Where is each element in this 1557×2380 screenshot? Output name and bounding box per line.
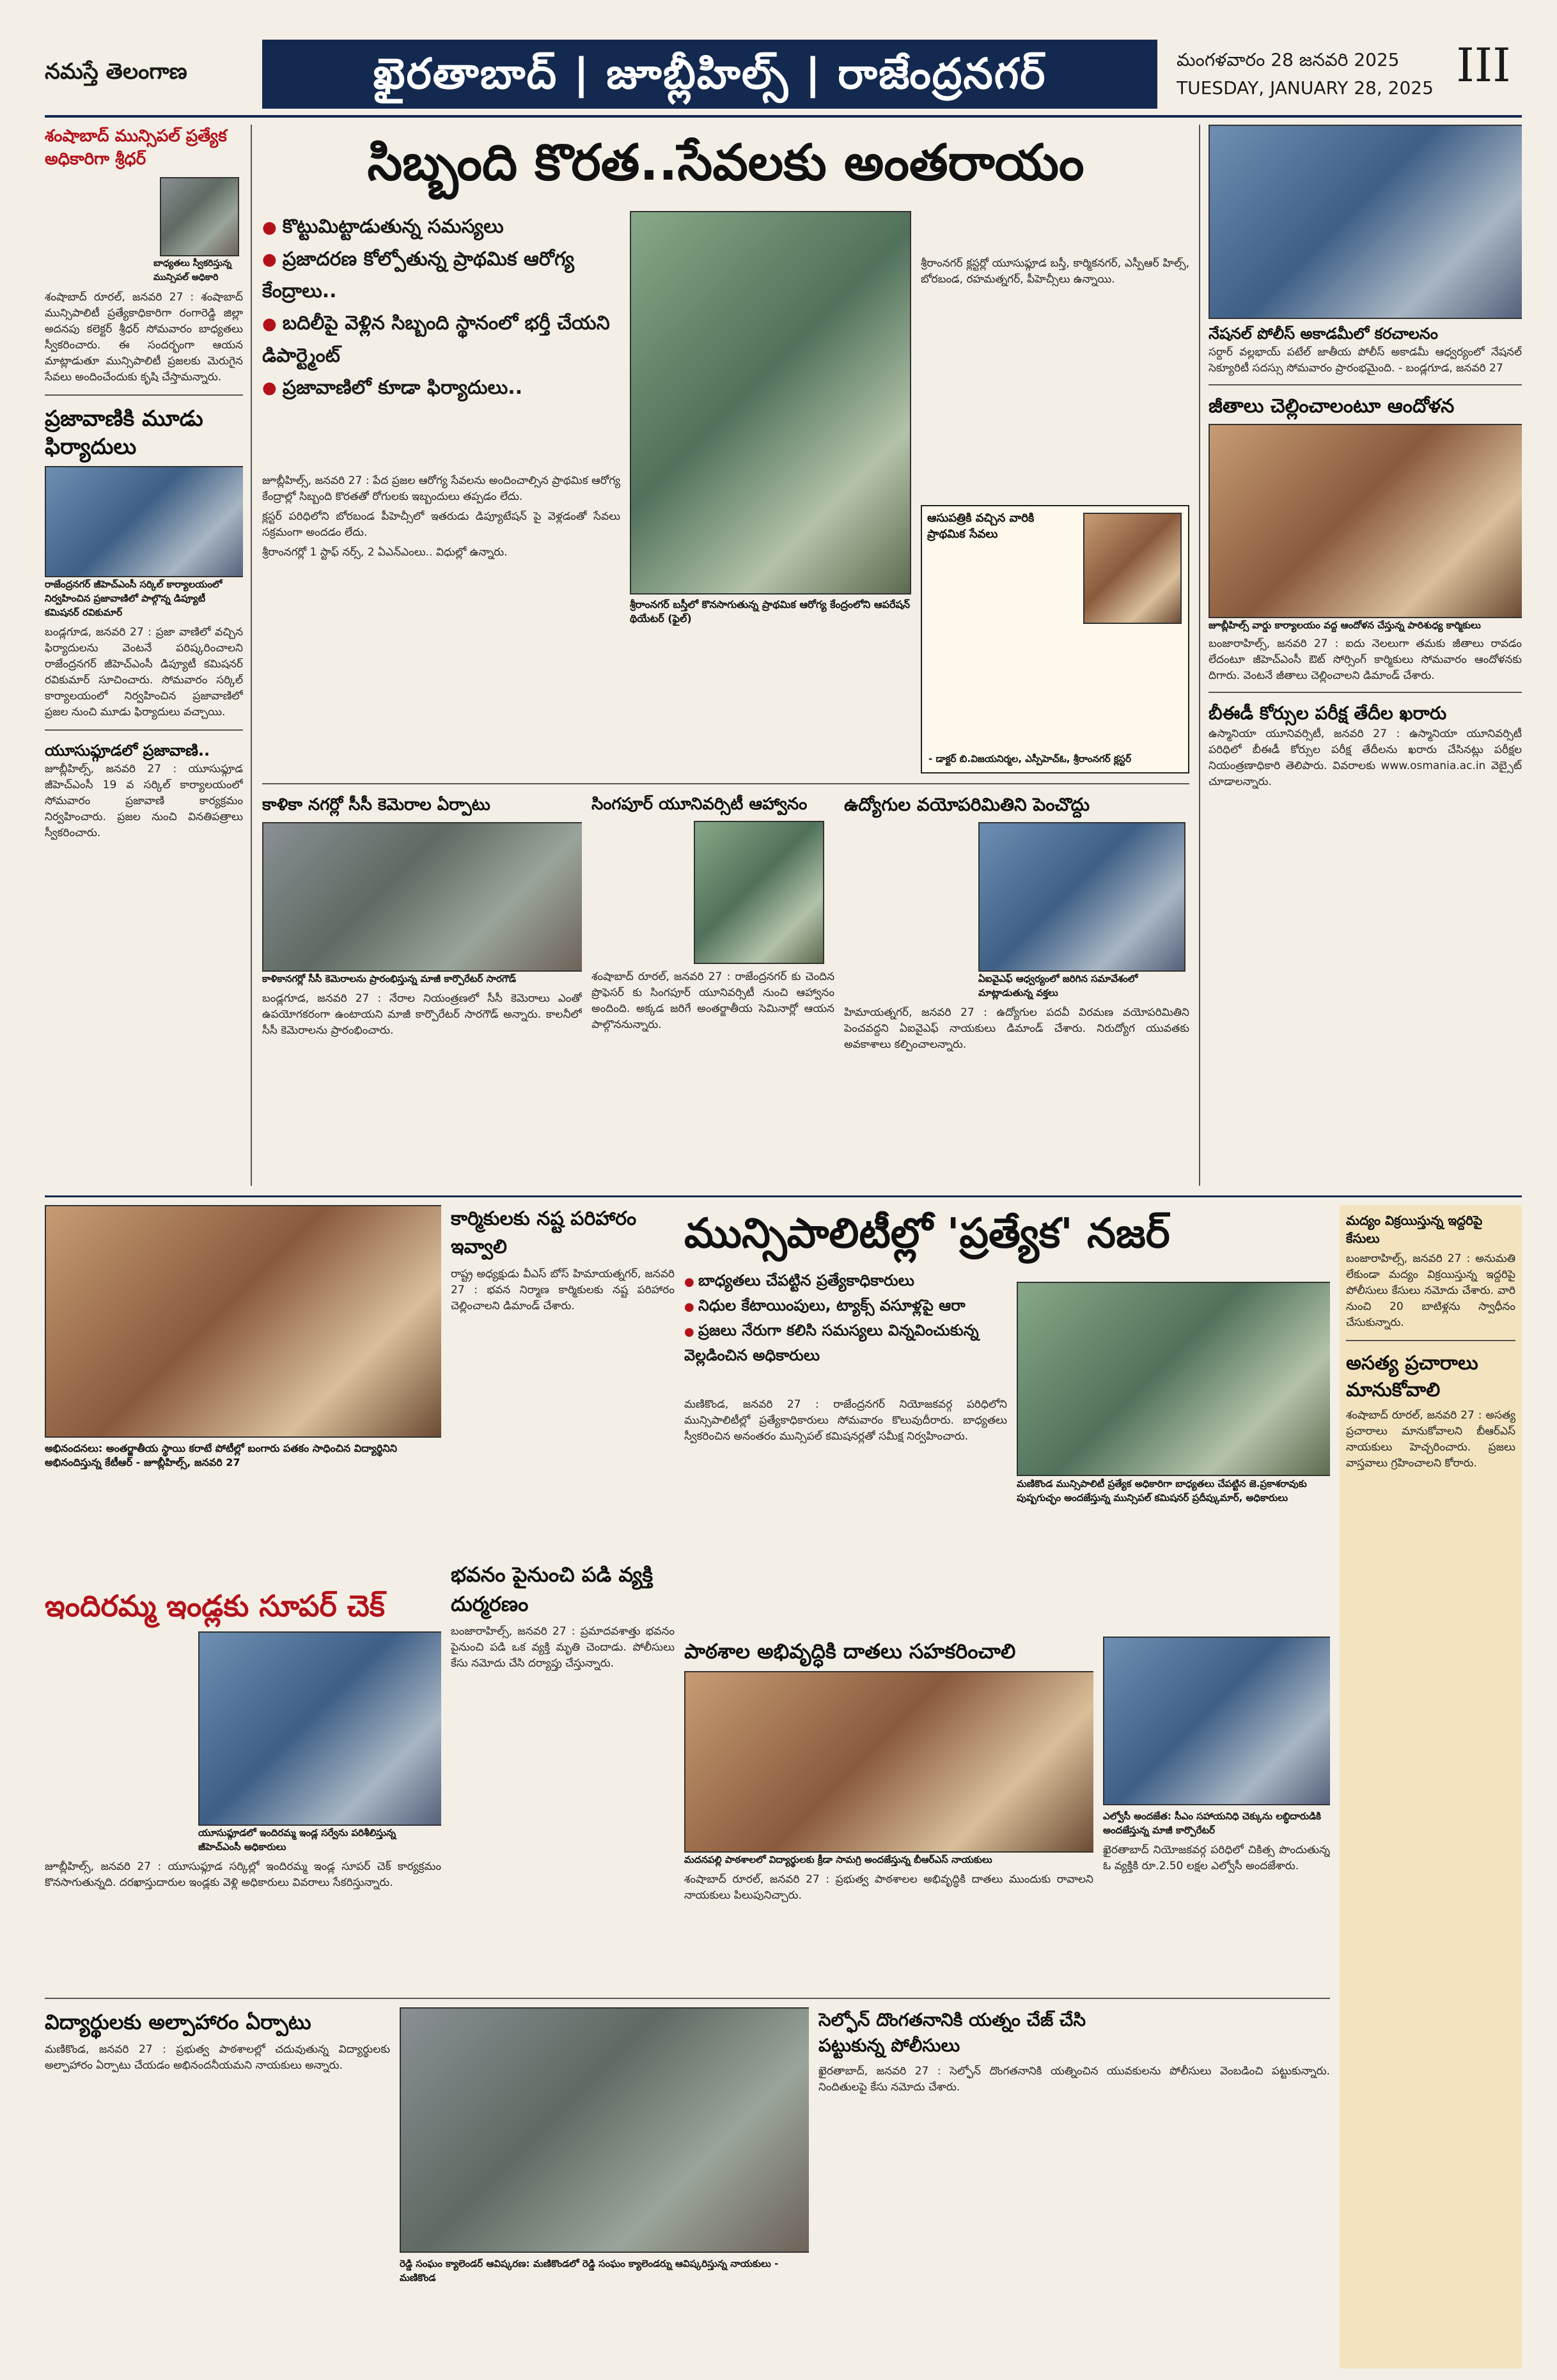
- issue-date: [1177, 46, 1471, 110]
- story-bed-body: ఉస్మానియా యూనివర్సిటీ, జనవరి 27 : ఉస్మానియా యూనివర్సిటీ పరిధిలో బీఈడీ కోర్సుల పరీక్ష తేదీలను ఖరారు చేసినట్లు పరీక్షల నియంత్రణాధికారి తెలిపారు. వివరాలకు www.osmania.ac.in వెబ్సైట్ చూడాలన్నారు.: [1209, 727, 1522, 788]
- indiramma-body: జూబ్లీహిల్స్, జనవరి 27 : యూసుఫ్గూడ సర్కిల్లో ఇందిరమ్మ ఇండ్ల సూపర్ చెక్ కార్యక్రమం కొనసాగుతున్నది. దరఖాస్తుదారుల ఇండ్లకు వెళ్లి అధికారులు వివరాలు సేకరిస్తున్నారు.: [45, 1860, 441, 1889]
- municipality-body: మణికొండ, జనవరి 27 : రాజేంద్రనగర్ నియోజకవర్గ పరిధిలోని మున్సిపాలిటీల్లో ప్రత్యేకాధికారులు సోమవారం కొలువుదీరారు. బాధ్యతలు స్వీకరించిన అనంతరం మున్సిపల్ కమిషనర్లతో సమీక్ష నిర్వహించారు.: [684, 1398, 1007, 1443]
- lead-paragraph: క్లస్టర్ పరిధిలోని బోరబండ పీహెచ్సీలో ఇతరుడు డిప్యూటేషన్ పై వెళ్లడంతో సేవలు సక్రమంగా అందడం లేదు.: [262, 510, 620, 539]
- professor-photo: [694, 821, 824, 964]
- liquor-headline: మద్యం విక్రయిస్తున్న ఇద్దరిపై కేసులు: [1346, 1213, 1483, 1246]
- lead-photo: [630, 211, 911, 595]
- retirement-body: హిమాయత్నగర్, జనవరి 27 : ఉద్యోగుల పదవీ విరమణ వయోపరిమితిని పెంచవద్దని ఏఐవైఎఫ్ నాయకులు డిమాండ్ చేశారు. నిరుద్యోగ యువతకు అవకాశాలు కల్పించాలన్నారు.: [844, 1006, 1189, 1051]
- loc-photo: [1103, 1637, 1330, 1805]
- indiramma-photo: [198, 1631, 441, 1826]
- cctv-photo: [262, 822, 582, 972]
- aiyf-photo: [978, 822, 1185, 972]
- death-body: బంజారాహిల్స్, జనవరి 27 : ప్రమాదవశాత్తు భవనం పైనుంచి పడి ఒక వ్యక్తి మృతి చెందాడు. పోలీసులు కేసు నమోదు చేసి దర్యాప్తు చేస్తున్నారు.: [451, 1625, 675, 1670]
- salary-protest-photo: [1209, 424, 1522, 618]
- loc-body: ఖైరతాబాద్ నియోజకవర్గ పరిధిలో చికిత్స పొందుతున్న ఓ వ్యక్తికి రూ.2.50 లక్షల ఎల్వోసీ అందజేశారు.: [1103, 1844, 1330, 1872]
- story-yousufguda-body: జూబ్లీహిల్స్, జనవరి 27 : యూసుఫ్గూడ జీహెచ్ఎంసీ 19 వ సర్కిల్ కార్యాలయంలో సోమవారం ప్రజావాణి కార్యక్రమం నిర్వహించారు. ప్రజల నుంచి వినతిపత్రాలు స్వీకరించారు.: [45, 763, 243, 839]
- column-divider: [1199, 125, 1200, 1186]
- breakfast-story: [45, 2007, 390, 2365]
- calendar-story: [400, 2007, 809, 2365]
- salary-photo-caption: జూబ్లీహిల్స్ వార్డు కార్యాలయం వద్ద ఆందోళన చేస్తున్న పారిశుధ్య కార్మికులు: [1209, 619, 1481, 631]
- cctv-body: బండ్లగూడ, జనవరి 27 : నేరాల నియంత్రణలో సీసీ కెమెరాలు ఎంతో ఉపయోగకరంగా ఉంటాయని మాజీ కార్పొరేటర్ సారగౌడ్ అన్నారు. కాలనీలో సీసీ కెమెరాలను ప్రారంభించారు.: [262, 992, 582, 1037]
- municipality-photo: [1017, 1282, 1330, 1476]
- compensation-body: రాష్ట్ర అధ్యక్షుడు వీఎస్ బోస్ హిమాయత్నగర్, జనవరి 27 : భవన నిర్మాణ కార్మికులకు నష్ట పరిహారం చెల్లించాలని డిమాండ్ చేశారు.: [451, 1268, 675, 1312]
- singapore-headline: సింగపూర్ యూనివర్సిటీ ఆహ్వానం: [591, 795, 808, 814]
- officer-photo-caption: బాధ్యతలు స్వీకరిస్తున్న మున్సిపల్ అధికారి: [153, 258, 232, 283]
- school-body: శంషాబాద్ రూరల్, జనవరి 27 : ప్రభుత్వ పాఠశాలల అభివృద్ధికి దాతలు ముందుకు రావాలని నాయకులు పిలుపునిచ్చారు.: [684, 1873, 1093, 1902]
- false-propaganda-headline: అసత్య ప్రచారాలు మానుకోవాలి: [1346, 1352, 1478, 1401]
- death-headline: భవనం పైనుంచి పడి వ్యక్తి దుర్మరణం: [451, 1562, 653, 1616]
- phone-theft-body: ఖైరతాబాద్, జనవరి 27 : సెల్ఫోన్ దొంగతనానికి యత్నించిన యువకులను పోలీసులు వెంబడించి పట్టుకున్నారు. నిందితులపై కేసు నమోదు చేశారు.: [818, 2065, 1330, 2094]
- compensation-story: [451, 1205, 675, 1525]
- story-salary-headline: జీతాలు చెల్లించాలంటూ ఆందోళన: [1209, 395, 1455, 417]
- divider: [262, 783, 1189, 784]
- story-bed-headline: బీఈడీ కోర్సుల పరీక్ష తేదీల ఖరారు: [1209, 703, 1447, 724]
- story-yousufguda-headline: యూసుఫ్గూడలో ప్రజావాణి..: [45, 742, 210, 759]
- story-shamshabad-headline: శంషాబాద్ మున్సిపల్ ప్రత్యేక అధికారిగా శ్రీధర్: [45, 127, 227, 169]
- singapore-body: శంషాబాద్ రూరల్, జనవరి 27 : రాజేంద్రనగర్ కు చెందిన ప్రొఫెసర్ కు సింగపూర్ యూనివర్సిటీ నుంచి ఆహ్వానం అందింది. అక్కడ జరిగే అంతర్జాతీయ సెమినార్లో ఆయన పాల్గొననున్నారు.: [591, 970, 834, 1031]
- divider: [1209, 384, 1522, 385]
- lead-paragraph: జూబ్లీహిల్స్, జనవరి 27 : పేద ప్రజల ఆరోగ్య సేవలను అందించాల్సిన ప్రాథమిక ఆరోగ్య కేంద్రాల్లో సిబ్బంది కొరతతో రోగులకు ఇబ్బందులు తప్పడం లేదు.: [262, 474, 620, 503]
- aiyf-photo-caption: ఏఐవైఎఫ్ ఆధ్వర్యంలో జరిగిన సమావేశంలో మాట్లాడుతున్న వక్తలు: [978, 973, 1138, 999]
- police-academy-photo: [1209, 125, 1522, 319]
- municipality-bullet: ● బాధ్యతలు చేపట్టిన ప్రత్యేకాధికారులు: [684, 1269, 1017, 1294]
- lead-body-left: [262, 473, 620, 754]
- calendar-photo-caption: రెడ్డి సంఘం క్యాలెండర్ ఆవిష్కరణ: మణికొండలో రెడ్డి సంఘం క్యాలెండర్ను ఆవిష్కరిస్తున్న నాయకులు - మణికొండ: [400, 2258, 779, 2283]
- lead-bullet: ● బదిలీపై వెళ్లిన సిబ్బంది స్థానంలో భర్తీ చేయని డిపార్ట్మెంట్: [262, 307, 620, 372]
- column-divider: [251, 125, 252, 1186]
- loc-photo-caption: ఎల్వోసీ అందజేత: సీఎం సహాయనిధి చెక్కును లబ్ధిదారుడికి అందజేస్తున్న మాజీ కార్పొరేటర్: [1103, 1810, 1322, 1836]
- doctor-photo: [1083, 513, 1182, 624]
- issue-date-telugu: మంగళవారం 28 జనవరి 2025: [1177, 49, 1400, 70]
- divider: [1209, 692, 1522, 693]
- retirement-headline: ఉద్యోగుల వయోపరిమితిని పెంచొద్దు: [844, 794, 1090, 815]
- lead-bullet: ● ప్రజావాణిలో కూడా ఫిర్యాదులు..: [262, 372, 620, 405]
- lead-bullet: ● ప్రజాదరణ కోల్పోతున్న ప్రాథమిక ఆరోగ్య కేంద్రాలు..: [262, 244, 620, 308]
- far-right-column: [1340, 1205, 1522, 2368]
- cctv-story: [262, 793, 582, 1189]
- compensation-headline: కార్మికులకు నష్ట పరిహారం ఇవ్వాలి: [451, 1208, 637, 1258]
- story-salary-body: బంజారాహిల్స్, జనవరి 27 : ఐదు నెలలుగా తమకు జీతాలు రావడం లేదంటూ జీహెచ్ఎంసీ ఔట్ సోర్సింగ్ కార్మికులు సోమవారం ఆందోళనకు దిగారు. వెంటనే జీతాలు చెల్లించాలని డిమాండ్ చేశారు.: [1209, 637, 1522, 682]
- lead-photo-caption: శ్రీరాంనగర్ బస్తీలో కొనసాగుతున్న ప్రాథమిక ఆరోగ్య కేంద్రంలోని ఆపరేషన్ థియేటర్ (ఫైల్): [630, 598, 911, 625]
- page-number: III: [1456, 38, 1511, 92]
- retirement-story: [844, 793, 1189, 1189]
- school-story: [684, 1637, 1093, 1995]
- municipality-bullet: ● ప్రజలు నేరుగా కలిసి సమస్యలు విన్నవించుకున్న వెల్లడించిన అధికారులు: [684, 1319, 1017, 1367]
- story-shamshabad-body: శంషాబాద్ రూరల్, జనవరి 27 : శంషాబాద్ మున్సిపాలిటీ ప్రత్యేకాధికారిగా రంగారెడ్డి జిల్లా అదనపు కలెక్టర్ శ్రీధర్ సోమవారం బాధ్యతలు స్వీకరించారు. ఈ సందర్భంగా ఆయన మాట్లాడుతూ మున్సిపాలిటీ ప్రజలకు మెరుగైన సేవలు అందించేందుకు కృషి చేస్తామన్నారు.: [45, 291, 243, 384]
- school-photo-caption: మదనపల్లి పాఠశాలలో విద్యార్థులకు క్రీడా సామగ్రి అందజేస్తున్న బీఆర్ఎస్ నాయకులు: [684, 1854, 992, 1865]
- divider: [1346, 1340, 1515, 1341]
- prajavani-photo: [45, 466, 243, 577]
- left-column: [45, 125, 243, 1186]
- cctv-headline: కాళికా నగర్లో సీసీ కెమెరాల ఏర్పాటు: [262, 795, 490, 814]
- indiramma-headline: ఇందిరమ్మ ఇండ్లకు సూపర్ చెక్: [45, 1589, 385, 1623]
- municipality-bullet: ● నిధుల కేటాయింపులు, ట్యాక్స్ వసూళ్లపై ఆరా: [684, 1294, 1017, 1319]
- liquor-body: బంజారాహిల్స్, జనవరి 27 : అనుమతి లేకుండా మద్యం విక్రయిస్తున్న ఇద్దరిపై పోలీసులు కేసులు నమోదు చేశారు. వారి నుంచి 20 బాటిళ్లను స్వాధీనం చేసుకున్నారు.: [1346, 1252, 1515, 1329]
- phone-theft-story: [818, 2007, 1330, 2365]
- lead-headline: సిబ్బంది కొరత..సేవలకు అంతరాయం: [367, 134, 1084, 192]
- municipality-headline: మున్సిపాలిటీల్లో 'ప్రత్యేక' నజర్: [684, 1210, 1170, 1257]
- divider: [45, 1998, 1330, 1999]
- lead-headline-box: [262, 125, 1189, 201]
- ktr-photo-caption: అభినందనలు: అంతర్జాతీయ స్థాయి కరాటే పోటీల్లో బంగారు పతకం సాధించిన విద్యార్థినిని అభినందిస్తున్న కేటీఆర్ - జూబ్లీహిల్స్, జనవరి 27: [45, 1442, 398, 1468]
- issue-date-english: TUESDAY, JANUARY 28, 2025: [1177, 77, 1434, 98]
- quote-headline: ఆసుపత్రికి వచ్చిన వారికి ప్రాథమిక సేవలు: [927, 511, 1035, 541]
- lead-paragraph: శ్రీరాంనగర్లో 1 స్టాఫ్ నర్స్, 2 ఏఎన్ఎంలు.. విధుల్లో ఉన్నారు.: [262, 546, 508, 559]
- municipality-story: [684, 1205, 1330, 1627]
- quote-signature: - డాక్టర్ బి.విజయనిర్మల, ఎస్పీహెచ్ఓ, శ్రీరాంనగర్ క్లస్టర్: [928, 753, 1132, 765]
- school-photo: [684, 1671, 1093, 1853]
- prajavani-photo-caption: రాజేంద్రనగర్ జీహెచ్ఎంసీ సర్కిల్ కార్యాలయంలో నిర్వహించిన ప్రజావాణిలో పాల్గొన్న డిప్యూటీ కమిషనర్ రవికుమార్: [45, 579, 223, 618]
- divider: [45, 394, 243, 396]
- singapore-story: [591, 793, 834, 1189]
- lead-bullet: ● కొట్టుమిట్టాడుతున్న సమస్యలు: [262, 211, 620, 244]
- calendar-photo: [400, 2007, 809, 2253]
- loc-story: [1103, 1637, 1330, 1995]
- indiramma-story: [45, 1585, 441, 1995]
- cctv-photo-caption: కాళికానగర్లో సీసీ కెమెరాలను ప్రారంభిస్తున్న మాజీ కార్పొరేటర్ సారగౌడ్: [262, 973, 517, 984]
- officer-photo: [160, 177, 239, 256]
- section-rule: [45, 1195, 1522, 1197]
- death-story: [451, 1560, 675, 1879]
- ktr-photo: [45, 1205, 441, 1438]
- newspaper-brand: నమస్తే తెలంగాణ: [45, 59, 187, 84]
- school-headline: పాఠశాల అభివృద్ధికి దాతలు సహకరించాలి: [684, 1639, 1016, 1663]
- municipality-photo-caption: మణికొండ మున్సిపాలిటీ ప్రత్యేక అధికారిగా బాధ్యతలు చేపట్టిన జె.ప్రకాశరావుకు పుష్పగుచ్ఛం అందజేస్తున్న మున్సిపల్ కమిషనర్ ప్రదీప్కుమార్, అధికారులు: [1017, 1478, 1307, 1504]
- breakfast-body: మణికొండ, జనవరి 27 : ప్రభుత్వ పాఠశాలల్లో చదువుతున్న విద్యార్థులకు అల్పాహారం ఏర్పాటు చేయడం అభినందనీయమని నాయకులు అన్నారు.: [45, 2043, 390, 2072]
- phone-theft-headline: సెల్ఫోన్ దొంగతనానికి యత్నం చేజ్ చేసి పట్టుకున్న పోలీసులు: [818, 2009, 1086, 2056]
- divider: [45, 729, 243, 731]
- lead-body-right: శ్రీరాంనగర్ క్లస్టర్లో యూసుఫ్గూడ బస్తీ, కార్మికనగర్, ఎస్పీఆర్ హిల్స్, బోరబండ, రహమత్నగర్, పీహెచ్సీలు ఉన్నాయి.: [921, 257, 1189, 286]
- story-police-headline: నేషనల్ పోలీస్ అకాడమీలో కరచాలనం: [1209, 325, 1438, 343]
- lead-quote-box: [921, 505, 1189, 774]
- indiramma-photo-caption: యూసుఫ్గూడలో ఇందిరమ్మ ఇండ్ల సర్వేను పరిశీలిస్తున్న జీహెచ్ఎంసీ అధికారులు: [198, 1827, 396, 1853]
- story-prajavani-headline: ప్రజావాణికి మూడు ఫిర్యాదులు: [45, 406, 203, 460]
- municipality-bullets: [684, 1269, 1017, 1367]
- story-prajavani-body: బండ్లగూడ, జనవరి 27 : ప్రజా వాణిలో వచ్చిన ఫిర్యాదులను వెంటనే పరిష్కరించాలని రాజేంద్రనగర్ జీహెచ్ఎంసీ డిప్యూటీ కమిషనర్ రవికుమార్ సూచించారు. సోమవారం సర్కిల్ కార్యాలయంలో నిర్వహించిన ప్రజావాణిలో ప్రజల నుంచి మూడు ఫిర్యాదులు వచ్చాయి.: [45, 626, 243, 719]
- masthead-rule: [45, 115, 1522, 118]
- story-police-body: సర్దార్ వల్లభాయ్ పటేల్ జాతీయ పోలీస్ అకాడమీ ఆధ్వర్యంలో నేషనల్ సెక్యూరిటీ సదస్సు సోమవారం ప్రారంభమైంది. - బండ్లగూడ, జనవరి 27: [1209, 346, 1522, 375]
- false-propaganda-body: శంషాబాద్ రూరల్, జనవరి 27 : అసత్య ప్రచారాలు మానుకోవాలని బీఆర్ఎస్ నాయకులు హెచ్చరించారు. ప్రజలు వాస్తవాలు గ్రహించాలని కోరారు.: [1346, 1409, 1515, 1470]
- breakfast-headline: విద్యార్థులకు అల్పాహారం ఏర్పాటు: [45, 2010, 311, 2034]
- edition-banner: ఖైరతాబాద్ | జూబ్లీహిల్స్ | రాజేంద్రనగర్: [262, 40, 1157, 109]
- right-column: [1209, 125, 1522, 1186]
